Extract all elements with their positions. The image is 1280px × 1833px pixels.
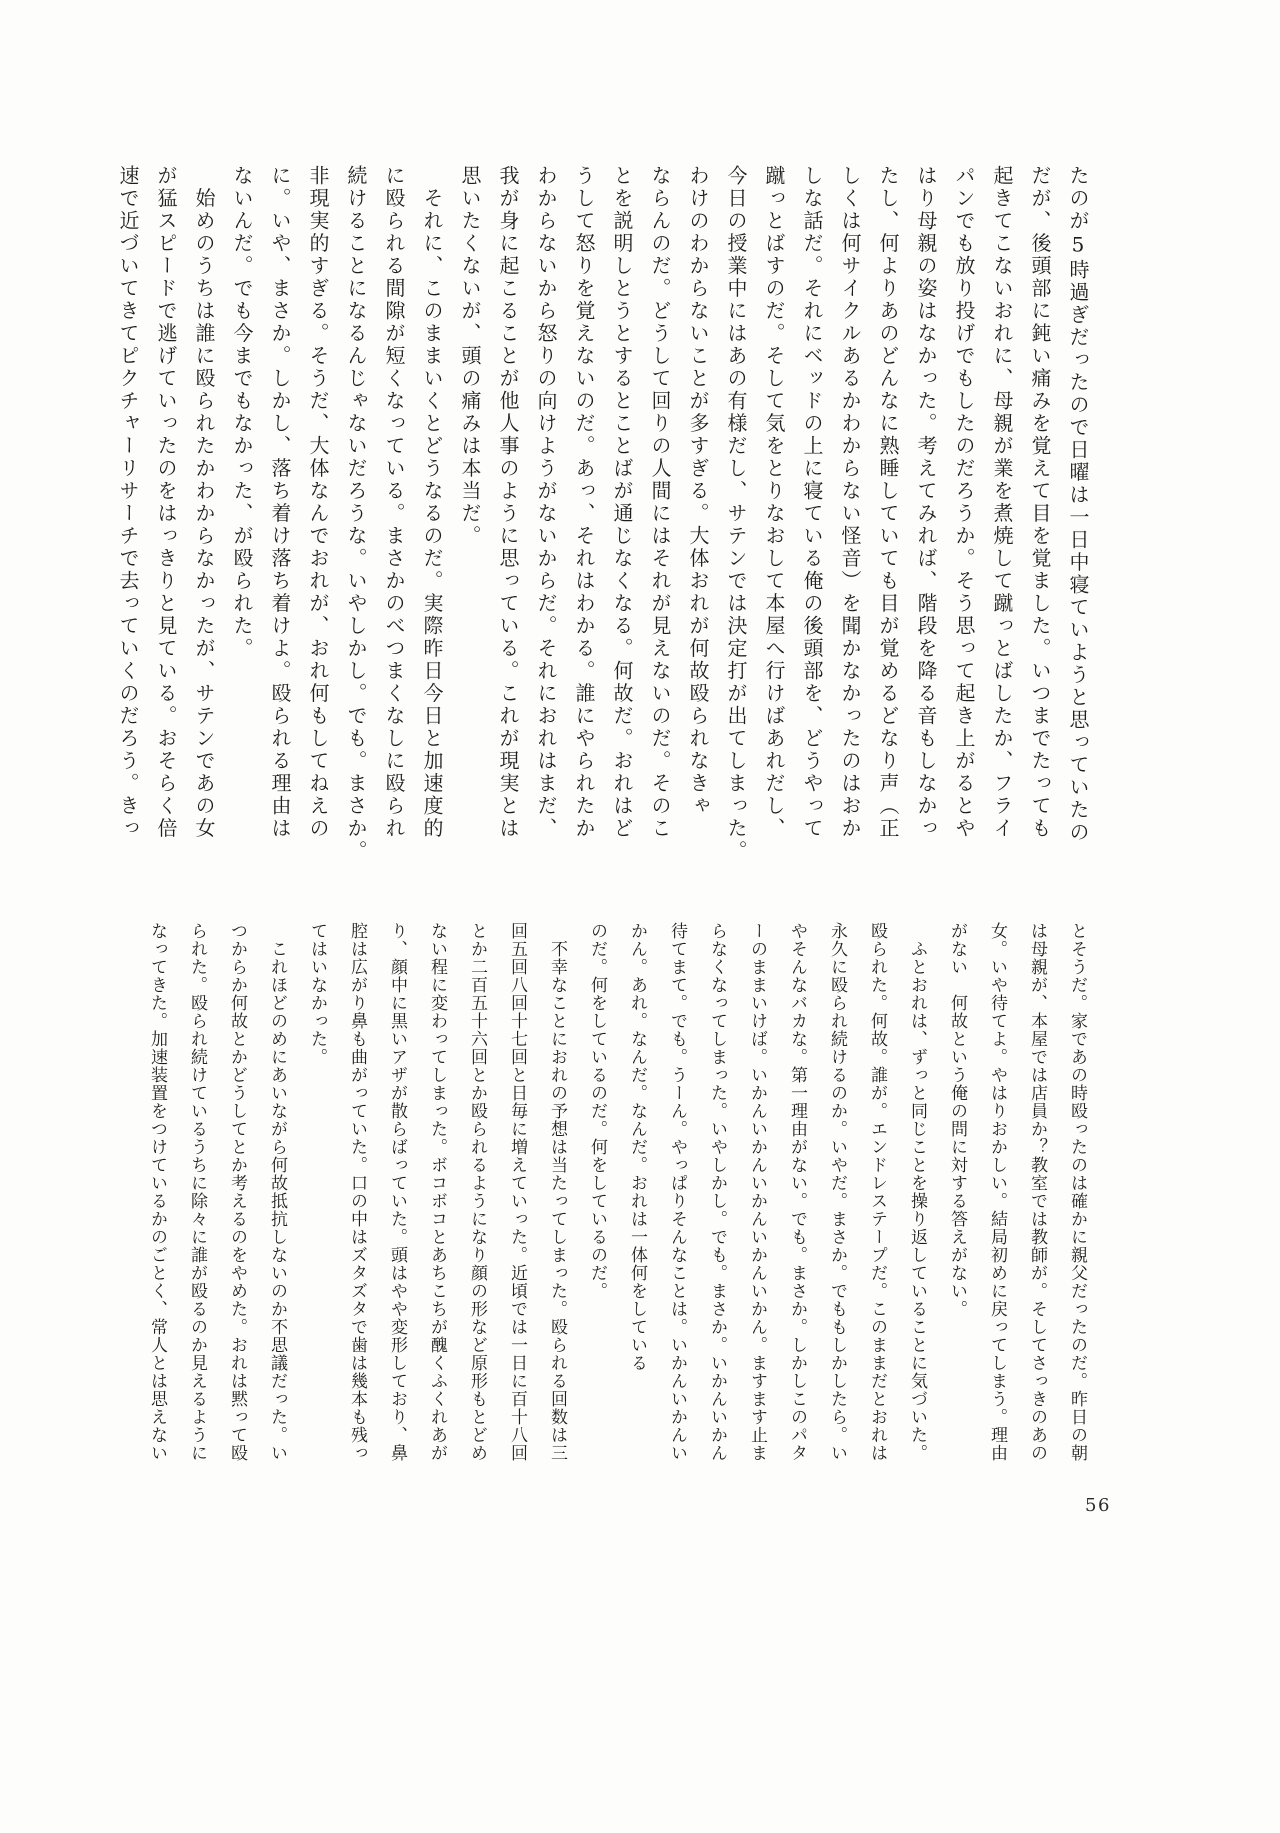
text-column: なってきた。加速装置をつけているかのごとく、常人とは思えない <box>147 922 167 1462</box>
text-column: かん。あれ。なんだ。なんだ。おれは一体何をしている <box>627 922 647 1372</box>
text-column: 続けることになるんじゃないだろうな。いやしかし。でも。まさか。 <box>344 165 368 863</box>
text-column: に殴られる間隙が短くなっている。まさかのべつまくなしに殴られ <box>382 165 406 840</box>
text-column: たし、何よりあのどんなに熟睡していても目が覚めるどなり声（正 <box>876 165 900 840</box>
text-column: とそうだ。家であの時殴ったのは確かに親父だったのだ。昨日の朝 <box>1067 922 1087 1462</box>
text-column: 速で近づいてきてピクチャーリサーチで去っていくのだろう。きっ <box>116 165 140 840</box>
text-column: 回五回八回十七回と日毎に増えていった。近頃では一日に百十八回 <box>507 922 527 1462</box>
text-column: 不幸なことにおれの予想は当たってしまった。殴られる回数は三 <box>547 922 567 1462</box>
text-column: 始めのうちは誰に殴られたかわからなかったが、サテンであの女 <box>192 165 216 840</box>
text-column: が猛スピードで逃げていったのをはっきりと見ている。おそらく倍 <box>154 165 178 840</box>
text-column: うして怒りを覚えないのだ。あっ、それはわかる。誰にやられたか <box>572 165 596 840</box>
text-column: ならんのだ。どうして回りの人間にはそれが見えないのだ。そのこ <box>648 165 672 840</box>
text-block-top <box>109 165 1097 863</box>
text-column: 待てまて。でも。うーん。やっぱりそんなことは。いかんいかんい <box>667 922 687 1462</box>
text-column: だが、後頭部に鈍い痛みを覚えて目を覚ました。いつまでたっても <box>1028 165 1052 840</box>
text-column: 蹴っとばすのだ。そして気をとりなおして本屋へ行けばあれだし、 <box>762 165 786 840</box>
text-column: ーのままいけば。いかんいかんいかんいかんいかん。ますます止ま <box>747 922 767 1462</box>
text-column: てはいなかった。 <box>307 922 327 1066</box>
text-column: 起きてこないおれに、母親が業を煮焼して蹴っとばしたか、フライ <box>990 165 1014 840</box>
text-column: 殴られた。何故。誰が。エンドレステープだ。このままだとおれは <box>867 922 887 1462</box>
page-number: 56 <box>1085 1495 1111 1516</box>
text-column: わからないから怒りの向けようがないからだ。それにおれはまだ、 <box>534 165 558 840</box>
text-column: がない 何故という俺の問に対する答えがない。 <box>947 922 967 1318</box>
text-column: たのが5時過ぎだったので日曜は一日中寝ていようと思っていたの <box>1066 165 1090 844</box>
text-column: に。いや、まさか。しかし、落ち着け落ち着けよ。殴られる理由は <box>268 165 292 840</box>
text-column: わけのわからないことが多すぎる。大体おれが何故殴られなきゃ <box>686 165 710 818</box>
text-column: ない程に変わってしまった。ボコボコとあちこちが醜くふくれあが <box>427 922 447 1462</box>
text-column: しな話だ。それにベッドの上に寝ている俺の後頭部を、どうやって <box>800 165 824 840</box>
text-column: 思いたくないが、頭の痛みは本当だ。 <box>458 165 482 548</box>
text-column: 我が身に起こることが他人事のように思っている。これが現実とは <box>496 165 520 840</box>
text-column: 女。いや待てよ。やはりおかしい。結局初めに戻ってしまう。理由 <box>987 922 1007 1462</box>
text-column: られた。殴られ続けているうちに除々に誰が殴るのか見えるように <box>187 922 207 1462</box>
text-column: 永久に殴られ続けるのか。いやだ。まさか。でももしかしたら。い <box>827 922 847 1462</box>
text-column: 腔は広がり鼻も曲がっていた。口の中はズタズタで歯は幾本も残っ <box>347 922 367 1462</box>
text-column: ふとおれは、ずっと同じことを操り返していることに気づいた。 <box>907 922 927 1462</box>
text-column: は母親が、本屋では店員か？教室では教師が。そしてさっきのあの <box>1027 922 1047 1462</box>
text-column: とを説明しとうとするとことばが通じなくなる。何故だ。おれはど <box>610 165 634 840</box>
text-column: はり母親の姿はなかった。考えてみれば、階段を降る音もしなかっ <box>914 165 938 840</box>
text-column: のだ。何をしているのだ。何をしているのだ。 <box>587 922 607 1300</box>
text-column: これほどのめにあいながら何故抵抗しないのか不思議だった。い <box>267 922 287 1462</box>
text-column: り、顔中に黒いアザが散らばっていた。頭はやや変形しており、鼻 <box>387 922 407 1462</box>
text-column: やそんなバカな。第一理由がない。でも。まさか。しかしこのパタ <box>787 922 807 1462</box>
text-column: ないんだ。でも今までもなかった、が殴られた。 <box>230 165 254 660</box>
text-column: 今日の授業中にはあの有様だし、サテンでは決定打が出てしまった。 <box>724 165 748 863</box>
text-column: しくは何サイクルあるかわからない怪音）を聞かなかったのはおか <box>838 165 862 840</box>
text-column: それに、このままいくとどうなるのだ。実際昨日今日と加速度的 <box>420 165 444 840</box>
text-column: とか二百五十六回とか殴られるようになり顔の形など原形もとどめ <box>467 922 487 1462</box>
text-block-bottom <box>137 922 1097 1470</box>
text-column: つからか何故とかどうしてとか考えるのをやめた。おれは黙って殴 <box>227 922 247 1462</box>
text-column: 非現実的すぎる。そうだ、大体なんでおれが、おれ何もしてねえの <box>306 165 330 840</box>
text-column: らなくなってしまった。いやしかし。でも。まさか。いかんいかん <box>707 922 727 1462</box>
text-column: パンでも放り投げでもしたのだろうか。そう思って起き上がるとや <box>952 165 976 840</box>
